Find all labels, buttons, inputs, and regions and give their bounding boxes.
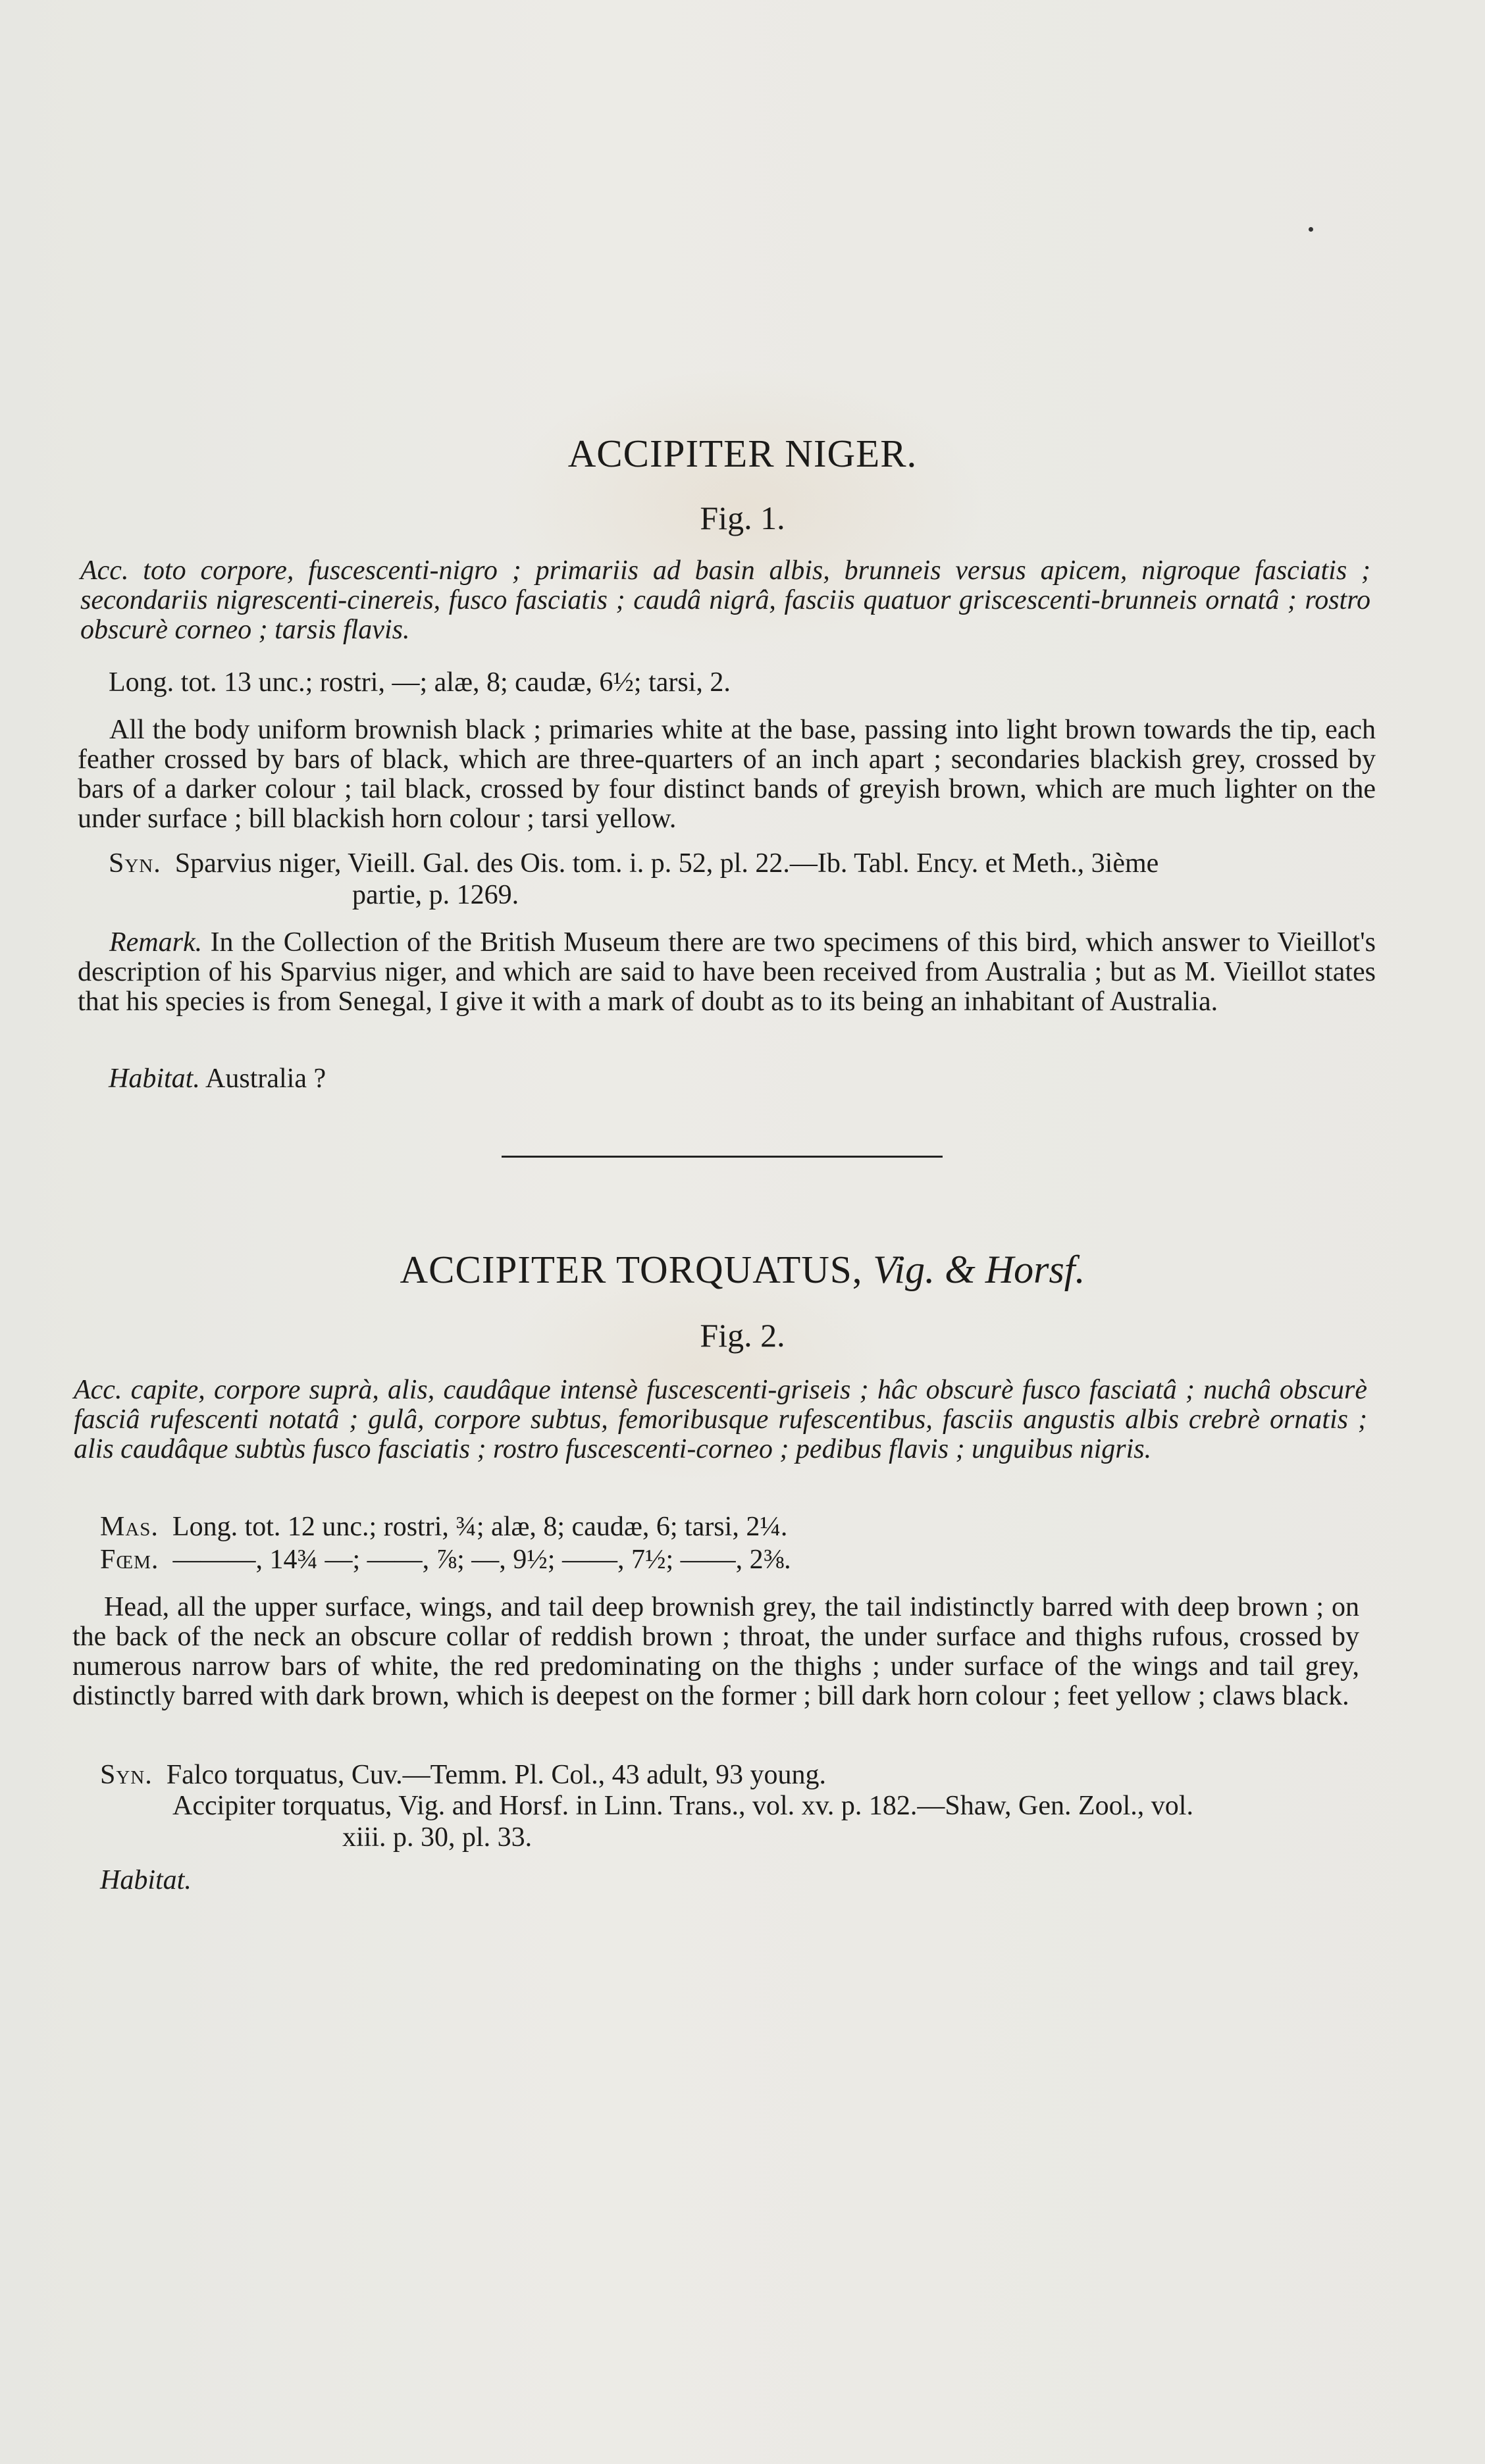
species1-habitat	[109, 1064, 326, 1094]
species1-latin-description: Acc. toto corpore, fuscescenti-nigro ; primariis ad basin albis, brunneis versus apicem, nigroque fasciatis ; secondariis nigrescenti-cinereis, fusco fasciatis ; caudâ nigrâ, fasciis quatuor griscescenti-brunneis ornatâ ; rostro obscurè corneo ; tarsis flavis.	[80, 555, 1370, 645]
species2-syn-label: Syn.	[100, 1760, 153, 1790]
species1-title: ACCIPITER NIGER.	[567, 432, 918, 475]
species1-description: All the body uniform brownish black ; primaries white at the base, passing into light brown towards the tip, each feather crossed by bars of black, which are three-quarters of an inch apart ; secondaries blackish grey, crossed by bars of a darker colour ; tail black, crossed by four distinct bands of greyish brown, which are much lighter on the under surface ; bill blackish horn colour ; tarsi yellow.	[78, 715, 1376, 834]
species2-description: Head, all the upper surface, wings, and tail deep brownish grey, the tail indistinctly barred with deep brown ; on the back of the neck an obscure collar of reddish brown ; throat, the under surface and thighs rufous, crossed by numerous narrow bars of white, the red predominating on the thighs ; under surface of the wings and tail grey, distinctly barred with dark brown, which is deepest on the former ; bill dark horn colour ; feet yellow ; claws black.	[72, 1592, 1359, 1711]
species1-syn-label: Syn.	[109, 848, 161, 879]
species2-synonymy	[100, 1760, 826, 1790]
species2-syn-line2: Accipiter torquatus, Vig. and Horsf. in Linn. Trans., vol. xv. p. 182.—Shaw, Gen. Zool., vol.	[172, 1791, 1193, 1821]
species1-remark-label: Remark.	[109, 927, 203, 958]
ink-speck	[1309, 227, 1313, 232]
species2-male-measurements: Mas. Long. tot. 12 unc.; rostri, ¾; alæ, 8; caudæ, 6; tarsi, 2¼.	[100, 1512, 788, 1542]
species1-fig-label: Fig. 1.	[700, 500, 785, 536]
species2-authority: Vig. & Horsf.	[873, 1248, 1085, 1291]
species2-mas-label: Mas.	[100, 1512, 159, 1542]
species2-foem-label: Fœm.	[100, 1545, 159, 1575]
species1-habitat-value: Australia ?	[205, 1064, 326, 1094]
species2-fig-label: Fig. 2.	[700, 1317, 785, 1354]
species2-title: ACCIPITER TORQUATUS, Vig. & Horsf.	[400, 1248, 1085, 1291]
species1-syn-line2: partie, p. 1269.	[352, 880, 519, 910]
species2-female-measurements: Fœm. ———, 14¾ —; ——, ⅞; —, 9½; ——, 7½; ——, 2⅜.	[100, 1545, 791, 1575]
section-divider	[502, 1156, 943, 1158]
species2-habitat-label: Habitat.	[100, 1865, 192, 1895]
species1-habitat-label: Habitat.	[109, 1064, 200, 1094]
species2-syn-line1: Falco torquatus, Cuv.—Temm. Pl. Col., 43 adult, 93 young.	[166, 1760, 827, 1790]
species1-synonymy	[109, 849, 1159, 879]
species1-measurements: Long. tot. 13 unc.; rostri, —; alæ, 8; caudæ, 6½; tarsi, 2.	[109, 667, 731, 698]
species2-latin-description: Acc. capite, corpore suprà, alis, caudâque intensè fuscescenti-griseis ; hâc obscurè fusco fasciatâ ; nuchâ obscurè fasciâ rufescenti notatâ ; gulâ, corpore subtus, femoribusque rufescentibus, fasciis angustis albis crebrè ornatis ; alis caudâque subtùs fusco fasciatis ; rostro fuscescenti-corneo ; pedibus flavis ; unguibus nigris.	[74, 1375, 1367, 1464]
species2-habitat	[100, 1866, 192, 1895]
species1-syn-line1: Sparvius niger, Vieill. Gal. des Ois. tom. i. p. 52, pl. 22.—Ib. Tabl. Ency. et Meth., 3ième	[174, 848, 1159, 879]
species1-remark: Remark. In the Collection of the British Museum there are two specimens of this bird, which answer to Vieillot's description of his Sparvius niger, and which are said to have been received from Australia ; but as M. Vieillot states that his species is from Senegal, I give it with a mark of doubt as to its being an inhabitant of Australia.	[78, 927, 1376, 1017]
species2-syn-line3: xiii. p. 30, pl. 33.	[342, 1822, 533, 1853]
